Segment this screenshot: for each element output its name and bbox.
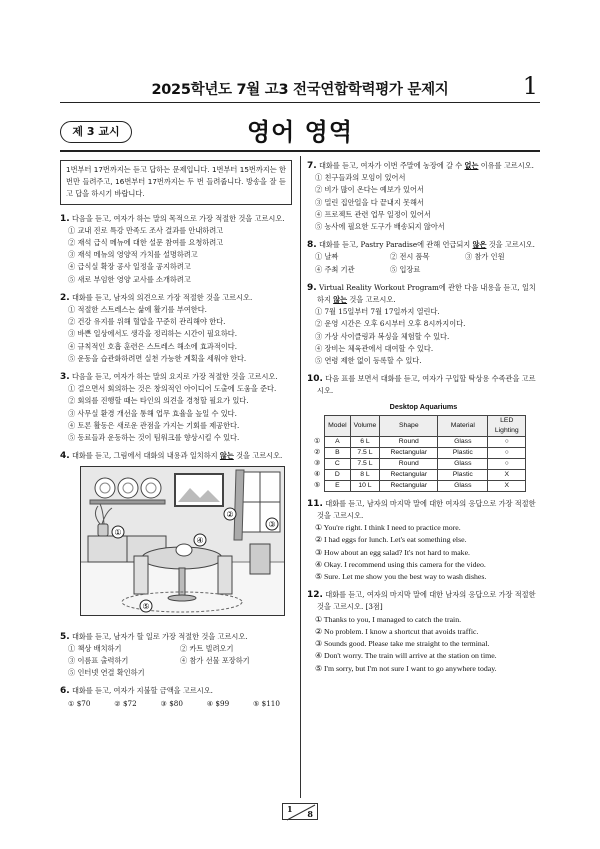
option: ① 날짜	[315, 252, 339, 262]
row-option-number: ④	[311, 469, 325, 480]
option: ② 전시 품목	[390, 252, 430, 262]
table-cell: D	[325, 469, 351, 480]
table-header: Volume	[350, 415, 380, 436]
option: ④ 참가 선물 포장하기	[180, 656, 250, 666]
question-number: 2.	[60, 292, 70, 303]
right-column	[307, 160, 540, 681]
option: ② 카트 빌려오기	[180, 643, 234, 653]
plate-icon	[141, 478, 161, 498]
left-column	[60, 160, 292, 716]
table-cell: ○	[488, 447, 526, 458]
option: ⑤ $110	[252, 698, 280, 708]
option: ④ 주최 기관	[315, 264, 355, 274]
question-stem: 다음을 듣고, 여자가 하는 말의 요지로 가장 적절한 것을 고르시오.	[71, 372, 278, 382]
total-pages: 8	[307, 809, 313, 819]
table-header: Model	[325, 415, 351, 436]
option: ⑤ 입장료	[390, 264, 421, 274]
question-stem: 대화를 듣고, Pastry Paradise에 관해 언급되지	[318, 240, 473, 250]
cabinet-icon	[250, 544, 270, 574]
row-option-number: ⑤	[311, 480, 325, 491]
option: ⑤ I'm sorry, but I'm not sure I want to go anywhere today.	[315, 663, 497, 673]
option: ③ 재석 메뉴의 영양적 가치를 설명하려고	[68, 250, 198, 260]
subject-title: 영어 영역	[246, 118, 354, 146]
option: ① 친구들과의 모임이 있어서	[315, 173, 406, 183]
table-row	[311, 436, 526, 447]
option: ③ 가상 사이클링과 복싱을 체험할 수 있다.	[315, 331, 450, 341]
picture-label: ③	[268, 520, 276, 530]
option: ① Thanks to you, I managed to catch the train.	[315, 614, 462, 624]
question-number: 3.	[60, 372, 70, 383]
option: ④ Okay. I recommend using this camera for the video.	[315, 559, 486, 569]
question-6	[60, 685, 292, 709]
option: ① You're right. I think I need to practice more.	[315, 523, 461, 533]
table-cell: Rectangular	[380, 480, 438, 491]
option: ④ 장비는 체육관에서 대여할 수 있다.	[315, 343, 434, 353]
emphasis: 않는	[219, 451, 234, 461]
question-stem: 대화를 듣고, 여자가 지불할 금액을 고르시오.	[71, 686, 213, 696]
option: ⑤ 운동을 습관화하려면 실천 가능한 계획을 세워야 한다.	[68, 353, 247, 363]
option: ① 책상 배치하기	[68, 643, 122, 653]
option: ① 교내 진로 특강 만족도 조사 결과를 안내하려고	[68, 225, 224, 235]
option: ④ 급식실 확장 공사 일정을 공지하려고	[68, 262, 191, 272]
chair-icon	[218, 556, 232, 594]
row-option-number: ②	[311, 447, 325, 458]
question-number: 10.	[307, 374, 323, 385]
option: ③ 참가 인원	[465, 252, 505, 262]
picture-label: ①	[114, 528, 122, 538]
aquarium-table	[311, 415, 526, 492]
option: ⑤ 동료들과 운동하는 것이 팀워크를 향상시킬 수 있다.	[68, 433, 240, 443]
question-stem: 대화를 듣고, 남자의 의견으로 가장 적절한 것을 고르시오.	[71, 292, 253, 302]
table-cell: Plastic	[438, 469, 488, 480]
question-number: 8.	[307, 240, 317, 251]
listening-notice: 1번부터 17번까지는 듣고 답하는 문제입니다. 1번부터 15번까지는 한 번만 들려주고, 16번부터 17번까지는 두 번 들려줍니다. 방송을 잘 듣고 답을 하시기 바랍니다.	[60, 160, 292, 205]
option: ① 7월 15일부터 7월 17일까지 열린다.	[315, 307, 440, 317]
option: ③ How about an egg salad? It's not hard to make.	[315, 547, 470, 557]
table-cell: 6 L	[350, 436, 380, 447]
table-cell: A	[325, 436, 351, 447]
question-stem: 대화를 듣고, 그림에서 대화의 내용과 일치하지	[71, 451, 220, 461]
question-stem: 대화를 듣고, 여자의 마지막 말에 대한 남자의 응답으로 가장 적절한 것을 고르시오. [3점]	[317, 590, 536, 612]
table-cell: Glass	[438, 458, 488, 469]
option: ③ $80	[160, 698, 183, 708]
option: ④ 토론 활동은 새로운 관점을 가지는 기회를 제공한다.	[68, 420, 240, 430]
question-number: 11.	[307, 498, 323, 509]
option: ③ 이름표 출력하기	[68, 656, 129, 666]
option: ⑤ 연령 제한 없이 등록할 수 있다.	[315, 356, 422, 366]
question-10	[307, 373, 540, 492]
current-page: 1	[287, 804, 293, 814]
table-cell: Rectangular	[380, 469, 438, 480]
column-divider	[300, 156, 301, 798]
table-cell: Round	[380, 458, 438, 469]
row-option-number: ①	[311, 436, 325, 447]
table-row	[311, 469, 526, 480]
option: ② 비가 많이 온다는 예보가 있어서	[315, 185, 424, 195]
table-cell: Glass	[438, 480, 488, 491]
option: ② 건강 유지를 위해 혈압을 꾸준히 관리해야 한다.	[68, 317, 226, 327]
option: ④ Don't worry. The train will arrive at the station on time.	[315, 651, 497, 661]
question-stem: Virtual Reality Workout Program에 관한 다음 내용을 듣고, 일치하지	[317, 282, 536, 305]
question-9: 9. Virtual Reality Workout Program에 관한 다음 내용을 듣고, 일치하지 않는 것을 고르시오. ① 7월 15일부터 7월 17일까지 열린다. ② 운영 시간은 오후 6시부터 오후 8시까지이다. ③ 가상 사이클링과 복싱을 체험할 수 있다. ④ 장비는 체육관에서 대여할 수 있다. ⑤ 연령 제한 없이 등록할 수 있다.	[307, 282, 540, 367]
header-divider	[60, 102, 540, 103]
plate-icon	[118, 478, 138, 498]
option: ⑤ 농사에 필요한 도구가 배송되지 않아서	[315, 222, 445, 232]
option: ⑤ 새로 부임한 영양 교사를 소개하려고	[68, 274, 191, 284]
table-row	[311, 480, 526, 491]
emphasis: 않은	[472, 240, 487, 250]
table-cell: B	[325, 447, 351, 458]
table-cell: ○	[488, 458, 526, 469]
table-cell: X	[488, 469, 526, 480]
option: ④ $99	[206, 698, 230, 708]
emphasis: 없는	[464, 161, 479, 170]
page-number: 1	[522, 72, 538, 100]
question-stem: 대화를 듣고, 여자가 이번 주말에 농장에 갈 수	[318, 161, 465, 170]
picture-label: ④	[196, 536, 204, 546]
table-cell: ○	[488, 436, 526, 447]
period-badge: 제 3 교시	[60, 121, 132, 143]
option: ② No problem. I know a shortcut that avoids traffic.	[315, 626, 479, 636]
table-cell: 7.5 L	[350, 458, 380, 469]
question-1	[60, 213, 292, 286]
question-11	[307, 498, 540, 583]
option: ⑤ 인터넷 연결 확인하기	[68, 668, 145, 678]
subject-divider	[60, 150, 540, 152]
option: ② 회의를 진행할 때는 타인의 의견을 경청할 필요가 있다.	[68, 396, 249, 406]
option: ② I had eggs for lunch. Let's eat something else.	[315, 535, 467, 545]
chair-icon	[134, 556, 148, 594]
table-cell: Round	[380, 436, 438, 447]
option: ① $70	[68, 698, 91, 708]
table-cell: 8 L	[350, 469, 380, 480]
question-stem: 다음을 듣고, 여자가 하는 말의 목적으로 가장 적절한 것을 고르시오.	[71, 213, 285, 223]
option: ③ 사무실 환경 개선을 통해 업무 효율을 높일 수 있다.	[68, 408, 237, 418]
option: ① 걸으면서 회의하는 것은 창의적인 아이디어 도출에 도움을 준다.	[68, 384, 277, 394]
question-stem: 대화를 듣고, 남자가 할 일로 가장 적절한 것을 고르시오.	[71, 631, 248, 641]
teapot-icon	[176, 544, 192, 556]
question-5	[60, 631, 292, 680]
question-number: 12.	[307, 590, 323, 601]
row-option-number: ③	[311, 458, 325, 469]
option: ⑤ Sure. Let me show you the best way to wash dishes.	[315, 572, 487, 582]
table-cell: 7.5 L	[350, 447, 380, 458]
option: ④ 규칙적인 호흡 훈련은 스트레스 해소에 효과적이다.	[68, 341, 237, 351]
table-header: Shape	[380, 415, 438, 436]
table-cell: Glass	[438, 436, 488, 447]
question-stem: 대화를 듣고, 남자의 마지막 말에 대한 여자의 응답으로 가장 적절한 것을 고르시오.	[317, 498, 536, 521]
picture-label: ⑤	[142, 602, 150, 612]
question-number: 1.	[60, 213, 70, 224]
table-cell: X	[488, 480, 526, 491]
table-row	[311, 447, 526, 458]
table-title: Desktop Aquariums	[389, 401, 458, 411]
option: ③ 밀린 집안일을 다 끝내지 못해서	[315, 197, 424, 207]
option: ① 적절한 스트레스는 삶에 활기를 부여한다.	[68, 305, 207, 315]
option: ④ 프로젝트 관련 업무 일정이 있어서	[315, 209, 431, 219]
question-2	[60, 292, 292, 365]
table-cell: E	[325, 480, 351, 491]
picture-label: ②	[226, 510, 234, 520]
table-header: Material	[438, 415, 488, 436]
question-number: 6.	[60, 686, 70, 697]
exam-title: 2025학년도 7월 고3 전국연합학력평가 문제지	[151, 82, 449, 98]
question-12	[307, 589, 540, 674]
question-number: 7.	[307, 161, 317, 171]
question-number: 9.	[307, 282, 317, 293]
question-3	[60, 371, 292, 444]
page-indicator	[282, 803, 318, 820]
question-number: 4.	[60, 451, 70, 462]
option: ② $72	[114, 698, 137, 708]
option: ② 재석 급식 메뉴에 대한 설문 참여를 요청하려고	[68, 238, 224, 248]
option: ③ 바쁜 일상에서도 생각을 정리하는 시간이 필요하다.	[68, 329, 237, 339]
table-cell: Rectangular	[380, 447, 438, 458]
question-number: 5.	[60, 631, 70, 642]
question-4: 4. 대화를 듣고, 그림에서 대화의 내용과 일치하지 않는 것을 고르시오. ① ② ③ ④ ⑤	[60, 450, 292, 624]
emphasis: 않는	[333, 295, 348, 305]
question-8: 8. 대화를 듣고, Pastry Paradise에 관해 언급되지 않은 것을 고르시오. ① 날짜 ② 전시 품목 ③ 참가 인원 ④ 주최 기관 ⑤ 입장료	[307, 239, 540, 276]
room-picture	[80, 466, 285, 616]
table-header: LED Lighting	[488, 415, 526, 436]
table-cell: C	[325, 458, 351, 469]
question-7: 7. 대화를 듣고, 여자가 이번 주말에 농장에 갈 수 없는 이유를 고르시오. ① 친구들과의 모임이 있어서 ② 비가 많이 온다는 예보가 있어서 ③ 밀린 집안일을 다 끝내지 못해서 ④ 프로젝트 관련 업무 일정이 있어서 ⑤ 농사에 필요한 도구가 배송되지 않아서	[307, 160, 540, 233]
table-cell: 10 L	[350, 480, 380, 491]
table-cell: Plastic	[438, 447, 488, 458]
option: ③ Sounds good. Please take me straight to the terminal.	[315, 639, 490, 649]
table-row	[311, 458, 526, 469]
option: ② 운영 시간은 오후 6시부터 오후 8시까지이다.	[315, 319, 466, 329]
question-stem: 다음 표를 보면서 대화를 듣고, 여자가 구입할 탁상용 수족관을 고르시오.	[317, 374, 536, 396]
plate-icon	[95, 478, 115, 498]
